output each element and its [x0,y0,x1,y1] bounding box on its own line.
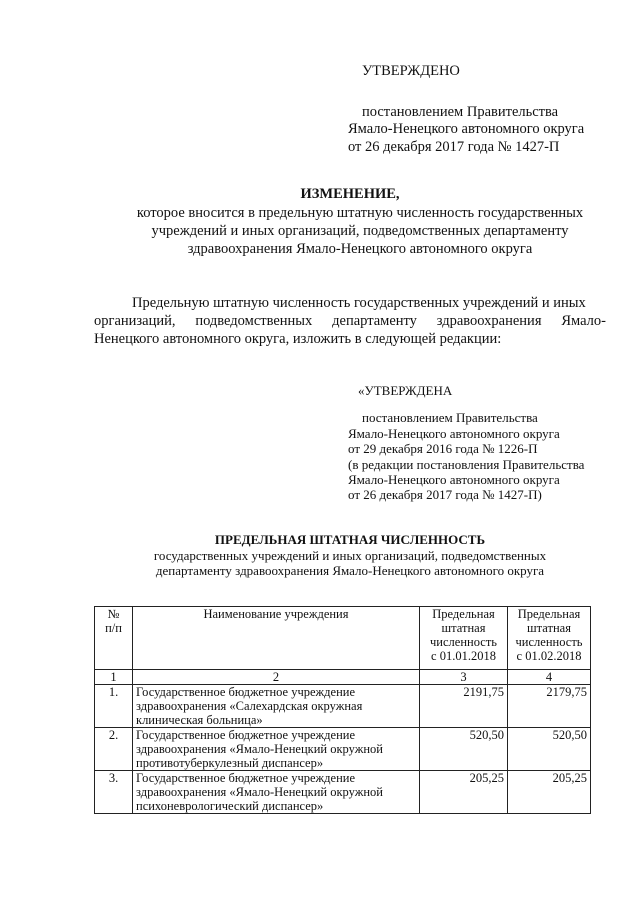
body-word: организаций, [94,313,176,329]
change-title: ИЗМЕНЕНИЕ, [300,186,400,202]
header-num-line: п/п [105,621,122,635]
body-line-justified [94,313,606,330]
header-col3-line: численность [430,635,497,649]
row-value-2018-01: 2191,75 [420,685,508,728]
col-number: 4 [508,670,591,685]
approval2-line: постановлением Правительства [362,410,538,425]
row-name-line: Государственное бюджетное учреждение [136,771,356,785]
approval2-line: от 26 декабря 2017 года № 1427-П) [348,487,542,502]
row-name [133,728,420,771]
approval2-line: (в редакции постановления Правительства [348,457,585,472]
col-number: 1 [95,670,133,685]
row-name [133,771,420,814]
body-line: Предельную штатную численность государственных учреждений и иных [132,295,586,311]
row-name-line: здравоохранения «Ямало-Ненецкий окружной [136,785,383,799]
change-line: которое вносится в предельную штатную численность государственных [136,205,584,221]
header-name [133,607,420,670]
approval2-line: Ямало-Ненецкого автономного округа [348,426,560,441]
header-col4 [508,607,591,670]
approval-line: Ямало-Ненецкого автономного округа [348,121,585,137]
row-value-2018-02: 2179,75 [508,685,591,728]
row-value-2018-02: 520,50 [508,728,591,771]
body-line: Ненецкого автономного округа, изложить в следующей редакции: [94,331,502,347]
column-number-row [95,670,591,685]
row-name-line: противотуберкулезный диспансер» [136,756,324,770]
body-word: департаменту [332,313,417,329]
table-subtitle-line: государственных учреждений и иных организаций, подведомственных [153,548,547,563]
row-num: 1. [95,685,133,728]
row-name-line: клиническая больница» [136,713,263,727]
header-num-line: № [107,607,120,621]
table-row [95,728,591,771]
table-row [95,771,591,814]
change-line: учреждений и иных организаций, подведомственных департаменту [151,223,569,239]
row-value-2018-02: 205,25 [508,771,591,814]
row-name-line: Государственное бюджетное учреждение [136,728,356,742]
approval2-line: Ямало-Ненецкого автономного округа [348,472,560,487]
row-num: 3. [95,771,133,814]
header-col4-line: численность [515,635,583,649]
staff-table [94,606,591,814]
row-value-2018-01: 520,50 [420,728,508,771]
approval2-line: от 29 декабря 2016 года № 1226-П [348,441,538,456]
approval-line: постановлением Правительства [362,104,559,120]
table-header-row [95,607,591,670]
row-name-line: здравоохранения «Ямало-Ненецкий окружной [136,742,383,756]
col-number: 2 [133,670,420,685]
col-number: 3 [420,670,508,685]
header-col4-line: с 01.02.2018 [516,649,582,663]
table-row [95,685,591,728]
body-word: подведомственных [195,313,313,329]
header-col4-line: Предельная [517,607,581,621]
header-col3-line: с 01.01.2018 [431,649,496,663]
approval2-title: «УТВЕРЖДЕНА [358,383,453,398]
header-col4-line: штатная [527,621,571,635]
table-title: ПРЕДЕЛЬНАЯ ШТАТНАЯ ЧИСЛЕННОСТЬ [214,532,486,547]
row-name-line: психоневрологический диспансер» [136,799,324,813]
approval-line: от 26 декабря 2017 года № 1427-П [348,139,560,155]
header-name-text: Наименование учреждения [203,607,349,621]
header-col3-line: Предельная [432,607,495,621]
row-name-line: здравоохранения «Салехардская окружная [136,699,363,713]
row-value-2018-01: 205,25 [420,771,508,814]
approval-title: УТВЕРЖДЕНО [362,63,460,79]
header-col3 [420,607,508,670]
change-line: здравоохранения Ямало-Ненецкого автономного округа [187,241,533,257]
row-name-line: Государственное бюджетное учреждение [136,685,356,699]
body-word: здравоохранения [436,313,542,329]
row-num: 2. [95,728,133,771]
header-col3-line: штатная [441,621,486,635]
body-word: Ямало- [561,313,606,329]
row-name [133,685,420,728]
table-subtitle-line: департаменту здравоохранения Ямало-Ненецкого автономного округа [155,563,545,578]
header-num [95,607,133,670]
